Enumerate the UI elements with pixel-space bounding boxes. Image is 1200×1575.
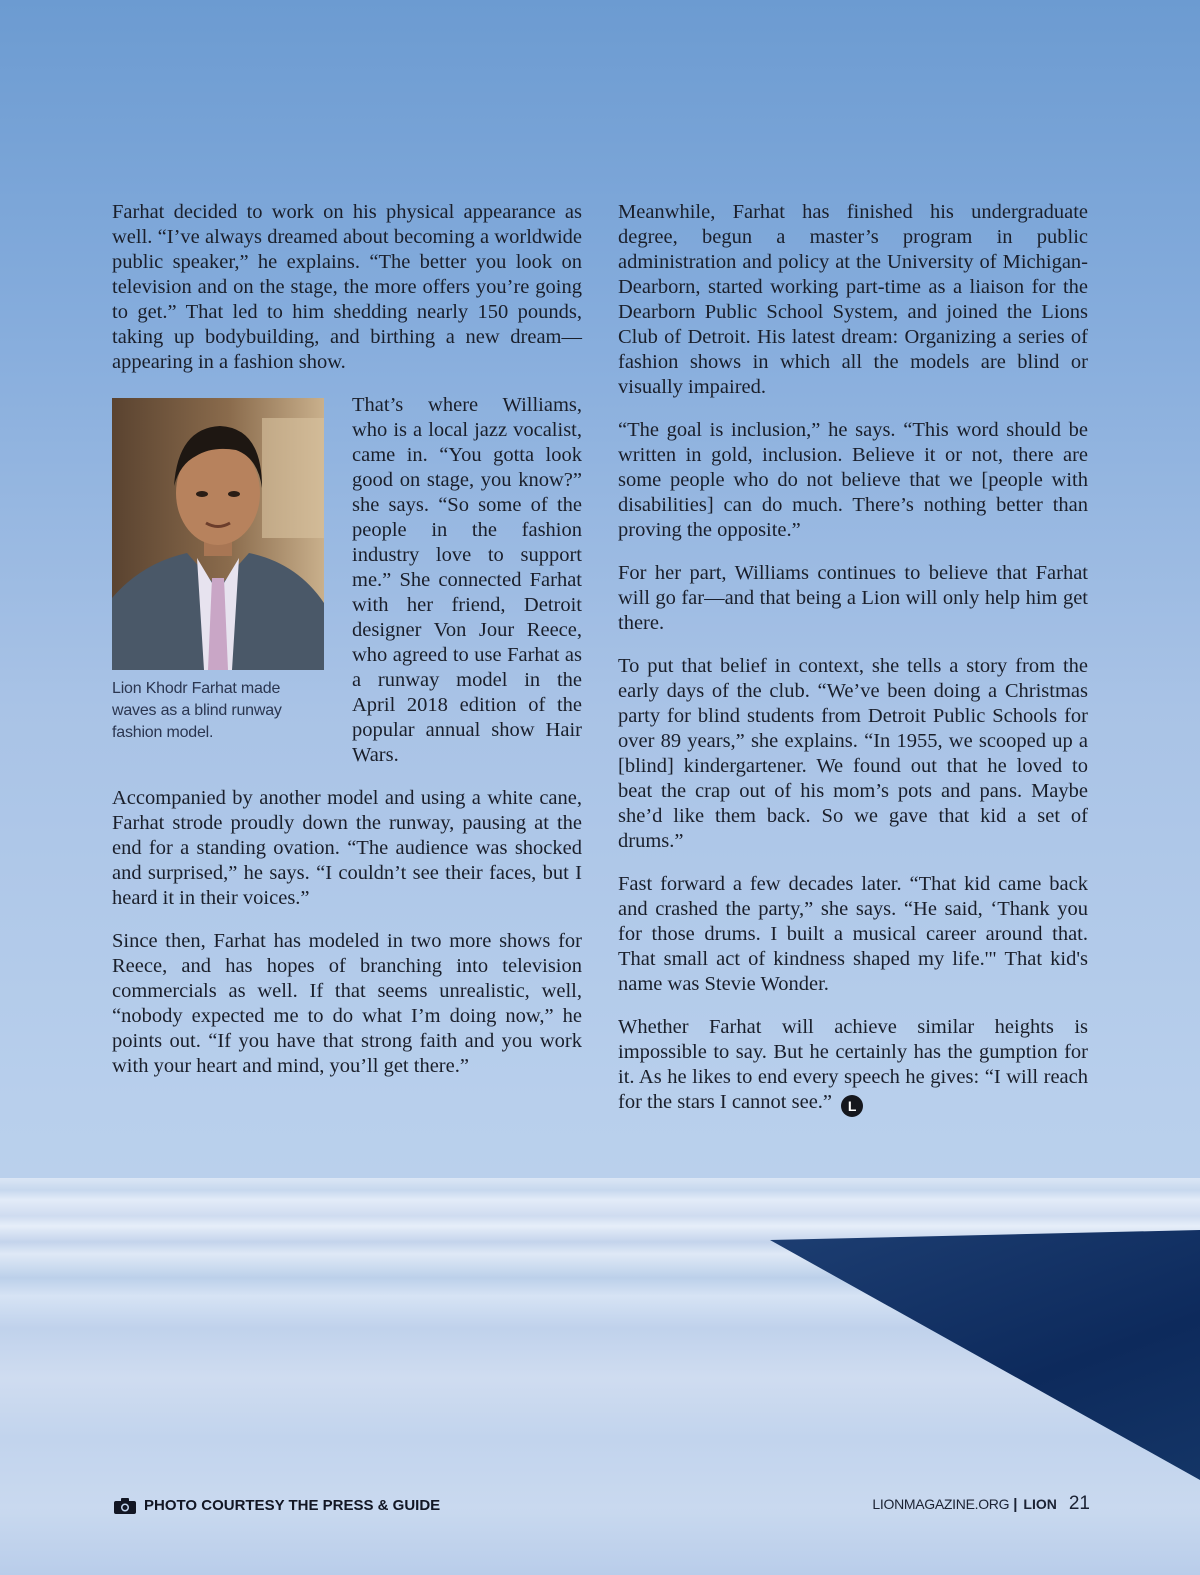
right-paragraph-3: For her part, Williams continues to believe that Farhat will go far—and that being a Lion will only help him get there.	[618, 562, 1088, 634]
camera-icon	[114, 1498, 136, 1514]
left-paragraph-2: That’s where Williams, who is a local jazz vocalist, came in. “You gotta look good on stage, you know?” she says. “So some of the people in the fashion industry love to support me.” She connected Farhat with her friend, Detroit designer Von Jour Reece, who agreed to use Farhat as a runway model in the April 2018 edition of the popular annual show Hair Wars.	[352, 394, 582, 766]
left-paragraph-3: Accompanied by another model and using a white cane, Farhat strode proudly down the runway, pausing at the end for a standing ovation. “The audience was shocked and surprised,” he says. “I couldn’t see their faces, but I heard it in their voices.”	[112, 787, 582, 909]
closing-text: Whether Farhat will achieve similar heights is impossible to say. But he certainly has the gumption for it. As he likes to end every speech he gives: “I will reach for the stars I cannot see.”	[618, 1016, 1088, 1113]
photo-credit	[114, 1497, 440, 1514]
article-left-column	[112, 200, 582, 1097]
right-paragraph-2: “The goal is inclusion,” he says. “This word should be written in gold, inclusion. Believe it or not, there are some people who do not believe that we [people with disabilities] can do much. There’s nothing better than proving the opposite.”	[618, 419, 1088, 541]
right-paragraph-6	[618, 1015, 1088, 1117]
page-number: 21	[1068, 1493, 1090, 1514]
left-paragraph-4: Since then, Farhat has modeled in two more shows for Reece, and has hopes of branching into television commercials as well. If that seems unrealistic, well, “nobody expected me to do what I’m doing now,” he points out. “If you have that strong faith and you work with your heart and mind, you’ll get there.”	[112, 930, 582, 1077]
left-paragraph-1: Farhat decided to work on his physical appearance as well. “I’ve always dreamed about becoming a worldwide public speaker,” he explains. “The better you look on television and on the stage, the more offers you’re going to get.” That led to him shedding nearly 150 pounds, taking up bodybuilding, and birthing a new dream—appearing in a fashion show.	[112, 201, 582, 373]
photo-credit-text: PHOTO COURTESY THE PRESS & GUIDE	[144, 1497, 441, 1514]
magazine-name: LION	[1023, 1496, 1057, 1512]
photo-caption: Lion Khodr Farhat made waves as a blind runway fashion model.	[112, 680, 282, 741]
photo-figure	[112, 398, 324, 744]
portrait-photo	[112, 398, 324, 670]
right-paragraph-1: Meanwhile, Farhat has finished his undergraduate degree, begun a master’s program in public administration and policy at the University of Michigan-Dearborn, started working part-time as a liaison for the Dearborn Public School System, and joined the Lions Club of Detroit. His latest dream: Organizing a series of fashion shows in which all the models are blind or visually impaired.	[618, 201, 1088, 398]
article-right-column	[618, 200, 1088, 1135]
website-link[interactable]: LIONMAGAZINE.ORG	[872, 1496, 1010, 1512]
page-footer	[872, 1493, 1090, 1515]
footer-separator: |	[1013, 1496, 1018, 1513]
right-paragraph-5: Fast forward a few decades later. “That kid came back and crashed the party,” she says. “He said, ‘Thank you for those drums. I built a musical career around that. That small act of kindness shaped my life.'" That kid's name was Stevie Wonder.	[618, 873, 1088, 995]
lion-end-mark-icon: L	[841, 1095, 863, 1117]
right-paragraph-4: To put that belief in context, she tells a story from the early days of the club. “We’ve been doing a Christmas party for blind students from Detroit Public Schools for over 89 years,” she explains. “In 1955, we scooped up a [blind] kindergartener. We found out that he loved to beat the crap out of his mom’s pots and pans. Maybe she’d like them back. So we gave that kid a set of drums.”	[618, 655, 1088, 852]
